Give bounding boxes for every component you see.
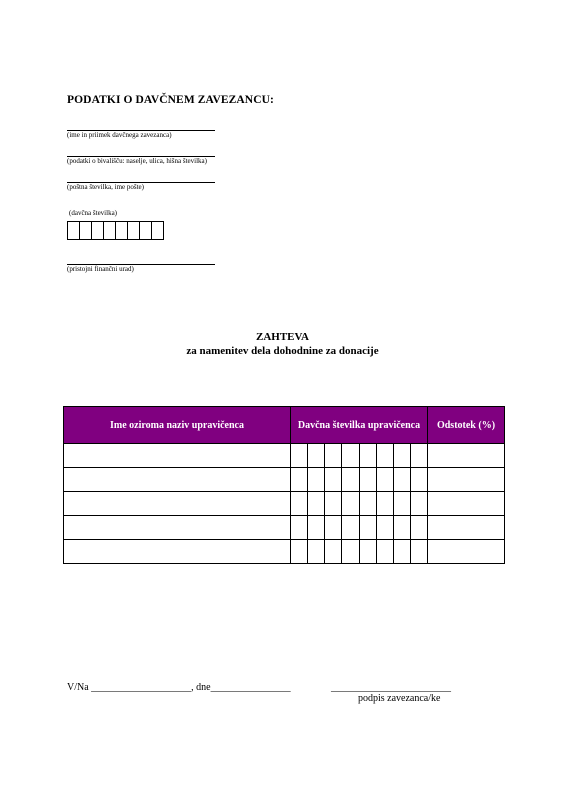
tax-number-caption: (davčna številka) (69, 209, 118, 217)
place-date-line[interactable]: V/Na ____________________, dne________________ (67, 682, 291, 693)
digit-cell[interactable] (394, 492, 411, 515)
digit-cell[interactable] (325, 540, 342, 563)
tax-number-cell[interactable] (291, 492, 428, 515)
digit-cell[interactable] (377, 444, 394, 467)
name-cell[interactable] (64, 540, 291, 563)
col-header-tax-number: Davčna številka upravičenca (291, 407, 428, 443)
tax-number-cell[interactable] (291, 444, 428, 467)
signature-caption: podpis zavezanca/ke (358, 693, 441, 704)
digit-cell[interactable] (411, 516, 427, 539)
tax-office-caption: (pristojni finančni urad) (67, 265, 134, 273)
document-title: ZAHTEVA (256, 331, 309, 343)
table-row (64, 491, 504, 515)
table-row (64, 443, 504, 467)
percent-cell[interactable] (428, 492, 504, 515)
postal-caption: (poštna številka, ime pošte) (67, 183, 144, 191)
digit-cell[interactable] (342, 468, 359, 491)
digit-cell[interactable] (411, 468, 427, 491)
digit-cell[interactable] (342, 444, 359, 467)
percent-cell[interactable] (428, 540, 504, 563)
digit-cell[interactable] (291, 540, 308, 563)
digit-cell[interactable] (394, 444, 411, 467)
digit-cell[interactable] (308, 492, 325, 515)
digit-cell[interactable] (411, 492, 427, 515)
digit-cell[interactable] (342, 540, 359, 563)
digit-cell[interactable] (342, 492, 359, 515)
address-caption: (podatki o bivališču: naselje, ulica, hišna številka) (67, 157, 207, 165)
digit-cell[interactable] (291, 516, 308, 539)
digit-cell[interactable] (342, 516, 359, 539)
digit-cell[interactable] (377, 468, 394, 491)
digit-cell[interactable] (394, 540, 411, 563)
name-cell[interactable] (64, 444, 291, 467)
digit-cell[interactable] (325, 516, 342, 539)
digit-cell[interactable] (308, 444, 325, 467)
digit-cell[interactable] (394, 516, 411, 539)
name-cell[interactable] (64, 492, 291, 515)
tax-number-cell[interactable] (291, 468, 428, 491)
digit-cell[interactable] (360, 468, 377, 491)
table-row (64, 467, 504, 491)
digit-cell[interactable] (360, 492, 377, 515)
donation-table (63, 406, 505, 564)
digit-cell[interactable] (325, 468, 342, 491)
digit-cell[interactable] (325, 444, 342, 467)
digit-cell[interactable] (308, 468, 325, 491)
name-cell[interactable] (64, 468, 291, 491)
digit-box[interactable] (151, 221, 164, 240)
table-row (64, 515, 504, 539)
digit-cell[interactable] (308, 540, 325, 563)
digit-cell[interactable] (325, 492, 342, 515)
digit-cell[interactable] (377, 540, 394, 563)
name-cell[interactable] (64, 516, 291, 539)
signature-line[interactable]: ________________________ (331, 682, 451, 693)
name-caption: (ime in priimek davčnega zavezanca) (67, 131, 172, 139)
percent-cell[interactable] (428, 468, 504, 491)
digit-cell[interactable] (394, 468, 411, 491)
percent-cell[interactable] (428, 516, 504, 539)
digit-cell[interactable] (360, 516, 377, 539)
table-row (64, 539, 504, 563)
digit-cell[interactable] (411, 540, 427, 563)
digit-cell[interactable] (411, 444, 427, 467)
digit-cell[interactable] (291, 444, 308, 467)
tax-number-cell[interactable] (291, 540, 428, 563)
digit-cell[interactable] (291, 492, 308, 515)
digit-cell[interactable] (377, 516, 394, 539)
tax-number-boxes[interactable] (67, 221, 163, 240)
document-subtitle: za namenitev dela dohodnine za donacije (186, 345, 379, 357)
digit-cell[interactable] (291, 468, 308, 491)
table-header (64, 407, 504, 443)
col-header-name: Ime oziroma naziv upravičenca (64, 407, 291, 443)
digit-cell[interactable] (360, 540, 377, 563)
percent-cell[interactable] (428, 444, 504, 467)
digit-cell[interactable] (308, 516, 325, 539)
digit-cell[interactable] (360, 444, 377, 467)
digit-cell[interactable] (377, 492, 394, 515)
section-heading: PODATKI O DAVČNEM ZAVEZANCU: (67, 94, 274, 106)
tax-number-cell[interactable] (291, 516, 428, 539)
col-header-percent: Odstotek (%) (436, 419, 496, 431)
